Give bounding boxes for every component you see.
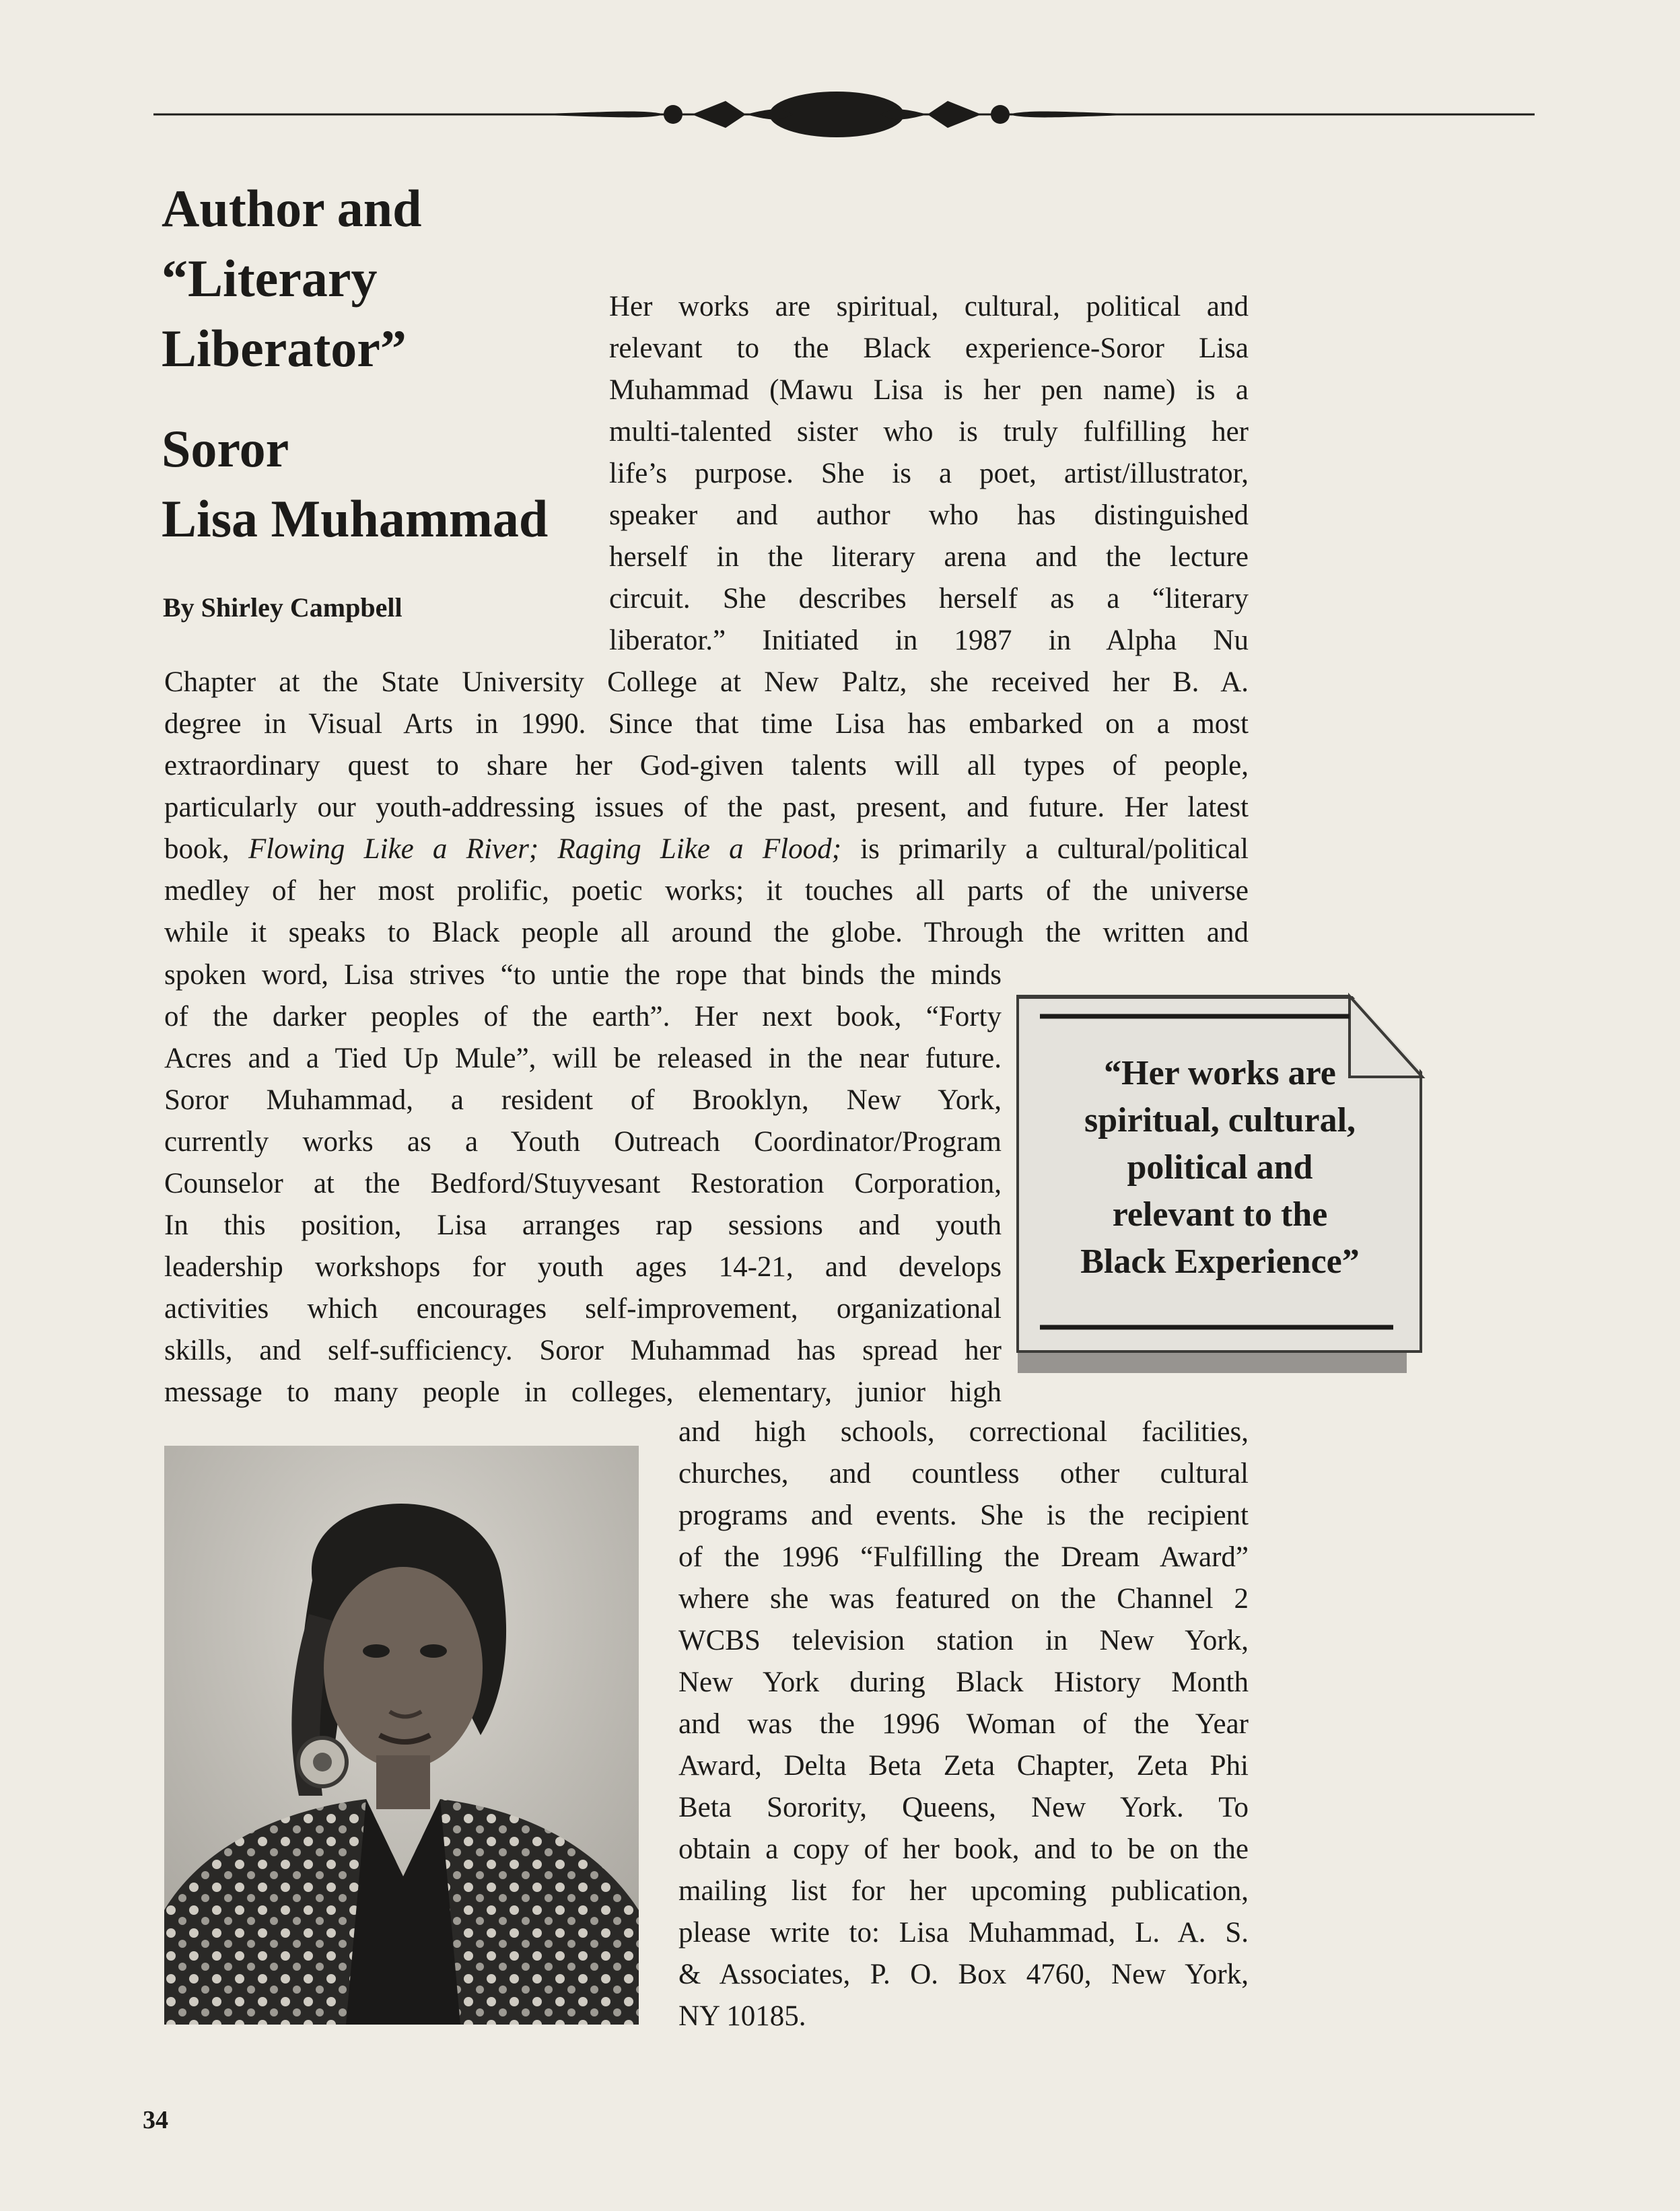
body-line-part: is primarily a cultural/political	[860, 833, 1249, 865]
body-line: programs and events. She is the recipient	[678, 1500, 1249, 1531]
article-body-top	[609, 286, 1249, 662]
body-line: currently works as a Youth Outreach Coordinator/Program	[164, 1126, 1002, 1158]
body-line: life’s purpose. She is a poet, artist/illustrator,	[609, 458, 1249, 489]
body-line: WCBS television station in New York,	[678, 1625, 1249, 1656]
body-line: of the 1996 “Fulfilling the Dream Award”	[678, 1541, 1249, 1573]
body-line: Muhammad (Mawu Lisa is her pen name) is a	[609, 374, 1249, 406]
body-line: & Associates, P. O. Box 4760, New York,	[678, 1959, 1249, 1990]
body-line: multi-talented sister who is truly fulfilling her	[609, 416, 1249, 448]
article-body-middle	[164, 954, 1002, 1413]
body-line: mailing list for her upcoming publication,	[678, 1875, 1249, 1907]
body-line: Beta Sorority, Queens, New York. To	[678, 1792, 1249, 1823]
body-line: In this position, Lisa arranges rap sessions and youth	[164, 1209, 1002, 1241]
author-portrait-photo	[164, 1446, 639, 2025]
book-title: Flowing Like a River; Raging Like a Flood;	[248, 833, 841, 865]
article-title	[162, 174, 619, 384]
body-line: Chapter at the State University College at New Paltz, she received her B. A.	[164, 666, 1249, 698]
article-body-wide	[164, 662, 1249, 954]
subject-name	[162, 414, 619, 554]
name-line-1: Soror	[162, 419, 289, 478]
body-line: Soror Muhammad, a resident of Brooklyn, New York,	[164, 1084, 1002, 1116]
pullquote-line: relevant to the	[1112, 1195, 1328, 1234]
body-line-part: book,	[164, 833, 230, 865]
pullquote-text	[1030, 1050, 1410, 1286]
body-line-last: NY 10185.	[678, 2000, 806, 2032]
body-line: churches, and countless other cultural	[678, 1458, 1249, 1489]
title-line-1: Author and	[162, 179, 422, 238]
pullquote-line: political and	[1127, 1148, 1313, 1187]
body-line: relevant to the Black experience-Soror Lisa	[609, 332, 1249, 364]
body-line: obtain a copy of her book, and to be on the	[678, 1833, 1249, 1865]
body-line: Award, Delta Beta Zeta Chapter, Zeta Phi	[678, 1750, 1249, 1782]
body-line: message to many people in colleges, elementary, junior high	[164, 1376, 1002, 1408]
ornamental-divider	[153, 87, 1535, 141]
pullquote-line: Black Experience”	[1080, 1242, 1360, 1281]
body-line: degree in Visual Arts in 1990. Since that time Lisa has embarked on a most	[164, 708, 1249, 740]
body-line: skills, and self-sufficiency. Soror Muhammad has spread her	[164, 1335, 1002, 1366]
body-line: medley of her most prolific, poetic works; it touches all parts of the universe	[164, 875, 1249, 907]
body-line: Acres and a Tied Up Mule”, will be released in the near future.	[164, 1043, 1002, 1074]
pullquote-line: spiritual, cultural,	[1084, 1101, 1356, 1139]
page-number: 34	[143, 2106, 168, 2134]
title-line-3: Liberator”	[162, 319, 407, 378]
body-line: New York during Black History Month	[678, 1666, 1249, 1698]
body-line: particularly our youth-addressing issues of the past, present, and future. Her latest	[164, 792, 1249, 823]
body-line: please write to: Lisa Muhammad, L. A. S.	[678, 1917, 1249, 1949]
body-line: and was the 1996 Woman of the Year	[678, 1708, 1249, 1740]
body-line-with-book-title	[164, 829, 1249, 870]
body-line: spoken word, Lisa strives “to untie the rope that binds the minds	[164, 959, 1002, 991]
body-line: activities which encourages self-improvement, organizational	[164, 1293, 1002, 1325]
body-line: while it speaks to Black people all around the globe. Through the written and	[164, 917, 1249, 948]
body-line: herself in the literary arena and the lecture	[609, 541, 1249, 573]
title-line-2: “Literary	[162, 249, 378, 308]
body-line: of the darker peoples of the earth”. Her next book, “Forty	[164, 1001, 1002, 1032]
pullquote-line: “Her works are	[1104, 1054, 1336, 1092]
body-line: Counselor at the Bedford/Stuyvesant Restoration Corporation,	[164, 1168, 1002, 1199]
body-line: extraordinary quest to share her God-given talents will all types of people,	[164, 750, 1249, 781]
body-line: circuit. She describes herself as a “literary	[609, 583, 1249, 615]
body-line: where she was featured on the Channel 2	[678, 1583, 1249, 1615]
article-body-bottom	[678, 1411, 1249, 2037]
body-line: and high schools, correctional facilities,	[678, 1416, 1249, 1448]
name-line-2: Lisa Muhammad	[162, 489, 549, 548]
body-line: liberator.” Initiated in 1987 in Alpha Nu	[609, 625, 1249, 656]
body-line: leadership workshops for youth ages 14-21, and develops	[164, 1251, 1002, 1283]
body-line: speaker and author who has distinguished	[609, 499, 1249, 531]
byline: By Shirley Campbell	[163, 592, 403, 623]
body-line: Her works are spiritual, cultural, political and	[609, 291, 1249, 322]
